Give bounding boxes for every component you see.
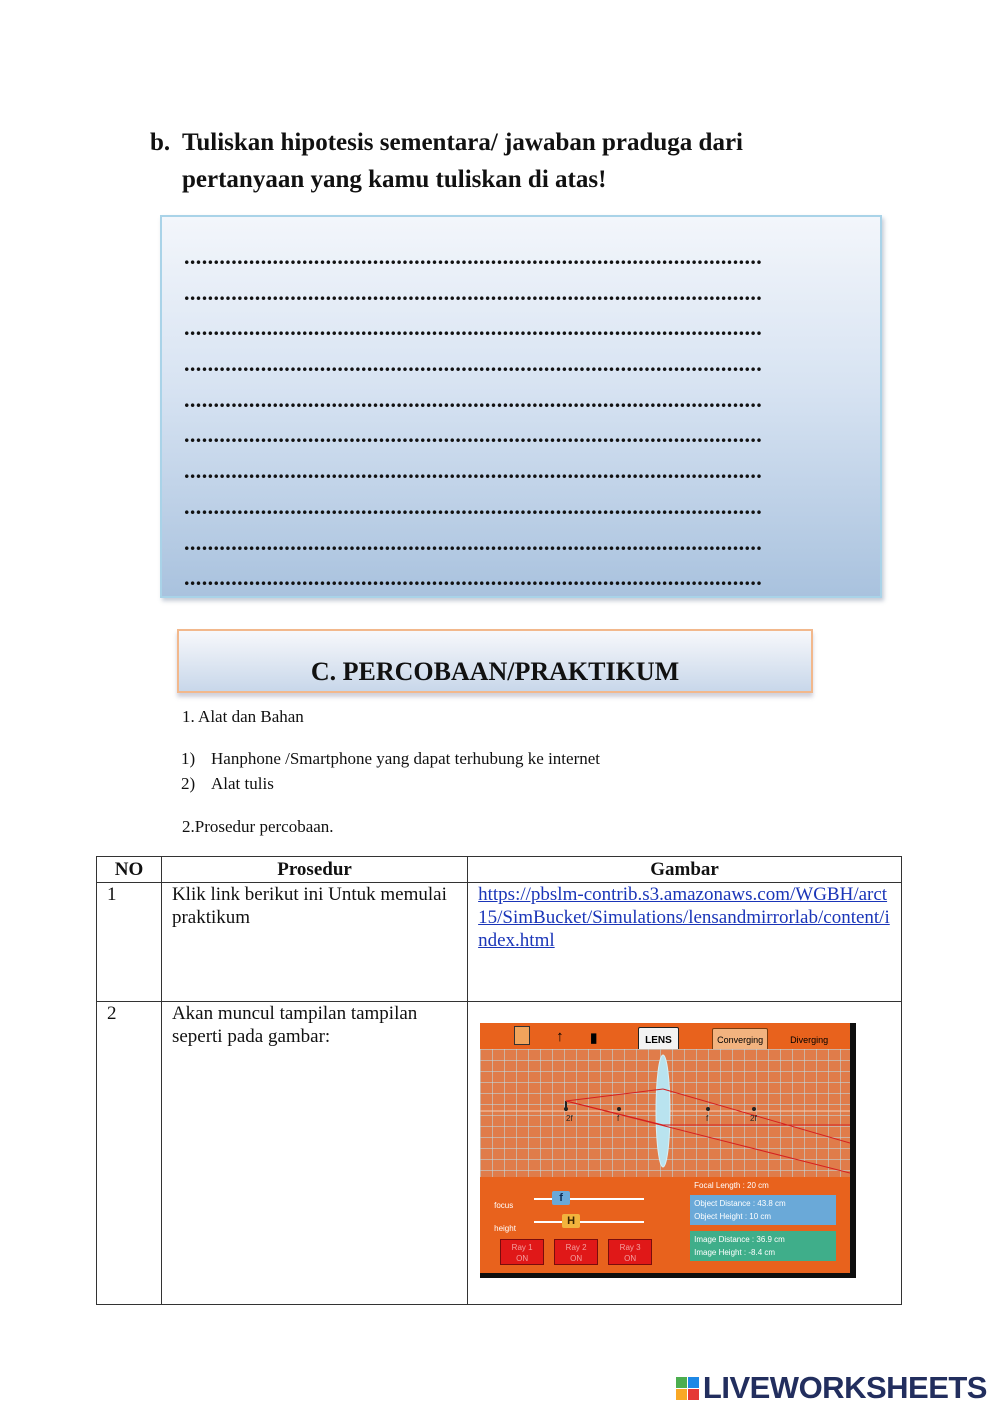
object-info-box bbox=[690, 1195, 836, 1225]
answer-line: .................................................................................................. bbox=[184, 386, 763, 412]
ray-button bbox=[608, 1239, 652, 1265]
image-info-box bbox=[690, 1231, 836, 1261]
label-f: f bbox=[617, 1114, 620, 1123]
answer-line: .................................................................................................. bbox=[184, 458, 763, 484]
ray-line bbox=[566, 1089, 663, 1101]
table-row bbox=[97, 1002, 902, 1305]
cell-no: 1 bbox=[97, 883, 162, 1002]
cell-prosedur: Akan muncul tampilan tampilan seperti pada gambar: bbox=[161, 1002, 467, 1305]
ray-button-state: ON bbox=[624, 1254, 637, 1263]
diverging-button: Diverging bbox=[790, 1035, 829, 1045]
answer-line: .................................................................................................. bbox=[184, 351, 763, 377]
header-gambar: Gambar bbox=[468, 857, 902, 883]
height-slider bbox=[534, 1221, 644, 1223]
converging-button: Converging bbox=[712, 1028, 768, 1053]
logo-text: LIVEWORKSHEETS bbox=[702, 1370, 987, 1405]
cell-gambar bbox=[468, 1002, 902, 1305]
question-letter: b. bbox=[150, 129, 171, 156]
focal-point-marker bbox=[564, 1107, 568, 1111]
answer-box[interactable] bbox=[160, 215, 882, 598]
label-2f: 2f bbox=[750, 1114, 757, 1123]
focus-slider bbox=[534, 1198, 644, 1200]
table-header-row bbox=[97, 857, 902, 883]
answer-line: .................................................................................................. bbox=[184, 422, 763, 448]
arrow-up-icon: ↑ bbox=[556, 1028, 564, 1045]
control-panel bbox=[480, 1177, 850, 1273]
focal-point-marker bbox=[706, 1107, 710, 1111]
procedure-table bbox=[96, 856, 902, 1305]
ray-button bbox=[500, 1239, 544, 1265]
answer-line: .................................................................................................. bbox=[184, 529, 763, 555]
logo-blocks-icon bbox=[676, 1377, 699, 1400]
list-number: 1) bbox=[181, 749, 196, 768]
answer-line: .................................................................................................. bbox=[184, 493, 763, 519]
tools-heading: 1. Alat dan Bahan bbox=[182, 707, 304, 726]
simulation-link[interactable]: https://pbslm-contrib.s3.amazonaws.com/WGBH/arct15/SimBucket/Simulations/lensandmirrorlab/content/index.html bbox=[478, 884, 890, 951]
answer-line: .................................................................................................. bbox=[184, 244, 763, 269]
list-item bbox=[181, 748, 600, 773]
header-prosedur: Prosedur bbox=[161, 857, 467, 883]
answer-line: .................................................................................................. bbox=[184, 565, 763, 591]
list-item bbox=[181, 773, 600, 798]
lens bbox=[656, 1055, 670, 1167]
ray-button-label: Ray 1 bbox=[511, 1243, 533, 1252]
header-no: NO bbox=[97, 857, 162, 883]
label-2f: 2f bbox=[566, 1114, 573, 1123]
object-height-readout: Object Height : 10 cm bbox=[694, 1212, 772, 1221]
liveworksheets-logo bbox=[676, 1370, 987, 1406]
procedure-heading: 2.Prosedur percobaan. bbox=[182, 817, 334, 836]
candle-icon bbox=[514, 1026, 530, 1045]
label-f: f bbox=[706, 1114, 709, 1123]
optical-bench bbox=[480, 1049, 850, 1177]
ray-diagram bbox=[480, 1049, 850, 1177]
image-height-readout: Image Height : -8.4 cm bbox=[694, 1248, 776, 1257]
focus-knob: f bbox=[552, 1191, 570, 1205]
cell-gambar bbox=[468, 883, 902, 1002]
image-distance-readout: Image Distance : 36.9 cm bbox=[694, 1235, 785, 1244]
question-b bbox=[150, 124, 850, 198]
answer-line: .................................................................................................. bbox=[184, 279, 763, 305]
simulation-screenshot bbox=[480, 1023, 856, 1278]
ray-line bbox=[566, 1101, 663, 1125]
answer-line: .................................................................................................. bbox=[184, 315, 763, 341]
question-text: Tuliskan hipotesis sementara/ jawaban praduga dari pertanyaan yang kamu tuliskan di atas! bbox=[182, 129, 743, 193]
ray-button-state: ON bbox=[570, 1254, 583, 1263]
lens-button: LENS bbox=[638, 1027, 679, 1054]
list-text: Hanphone /Smartphone yang dapat terhubung ke internet bbox=[211, 749, 600, 768]
table-row bbox=[97, 883, 902, 1002]
focal-length-readout: Focal Length : 20 cm bbox=[694, 1181, 769, 1190]
focal-point-marker bbox=[617, 1107, 621, 1111]
ray-button-label: Ray 2 bbox=[565, 1243, 587, 1252]
object-distance-readout: Object Distance : 43.8 cm bbox=[694, 1199, 786, 1208]
height-knob: H bbox=[562, 1214, 580, 1228]
cell-no: 2 bbox=[97, 1002, 162, 1305]
tools-list bbox=[181, 748, 600, 798]
list-text: Alat tulis bbox=[211, 774, 274, 793]
focus-label: focus bbox=[494, 1201, 514, 1210]
ray-button bbox=[554, 1239, 598, 1265]
ray-button-label: Ray 3 bbox=[619, 1243, 641, 1252]
sim-toolbar bbox=[480, 1023, 850, 1049]
height-label: height bbox=[494, 1224, 516, 1233]
list-number: 2) bbox=[181, 774, 196, 793]
cell-prosedur: Klik link berikut ini Untuk memulai praktikum bbox=[161, 883, 467, 1002]
section-title: C. PERCOBAAN/PRAKTIKUM bbox=[177, 629, 813, 693]
bulb-icon: ▮ bbox=[590, 1030, 598, 1045]
focal-point-marker bbox=[752, 1107, 756, 1111]
ray-button-state: ON bbox=[516, 1254, 529, 1263]
